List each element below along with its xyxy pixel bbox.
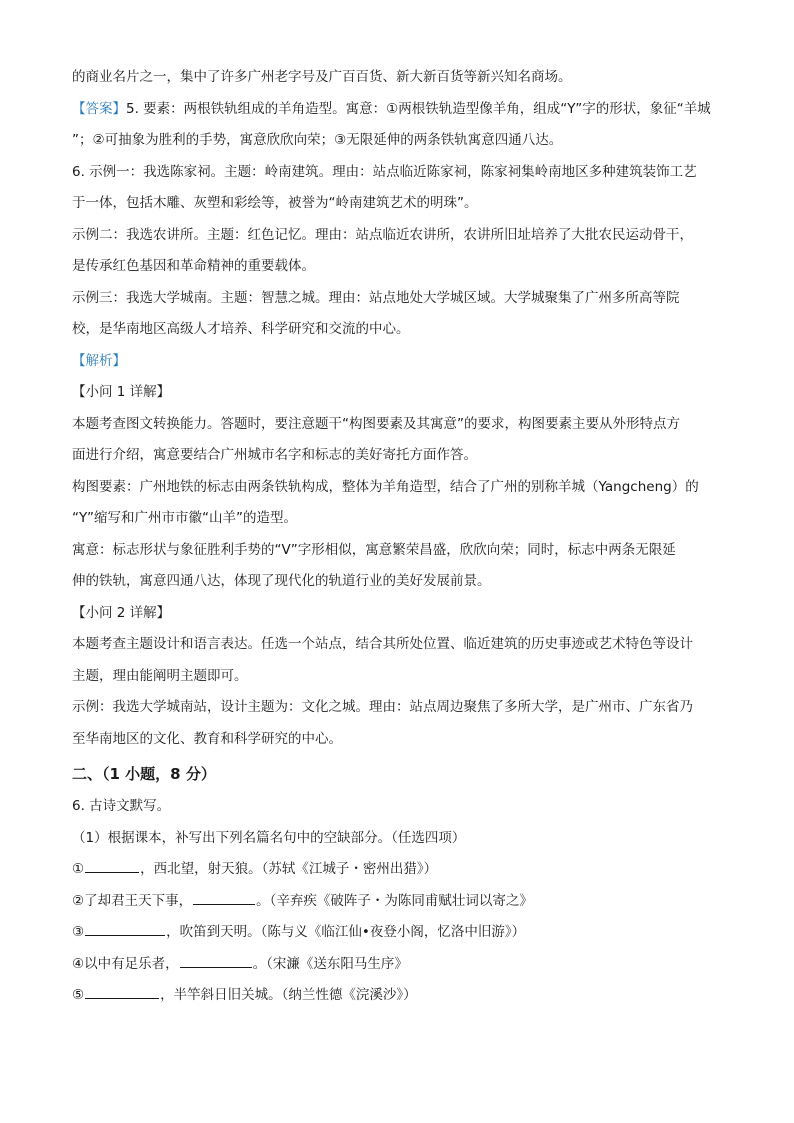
text-line: 校，是华南地区高级人才培养、科学研究和交流的中心。	[72, 321, 410, 337]
analysis-tag: 【解析】	[72, 352, 126, 369]
text-line: （1）根据课本，补写出下列名篇名句中的空缺部分。（任选四项）	[72, 829, 466, 846]
answer-blank	[85, 921, 165, 936]
item-prefix: ③	[72, 924, 85, 940]
section-2-title: 二、（1 小题，8 分）	[72, 765, 216, 783]
item-prefix: ②了却君王天下事，	[72, 892, 193, 909]
text-line: 至华南地区的文化、教育和科学研究的中心。	[72, 730, 342, 747]
item-suffix: ，半竿斜日旧关城。（纳兰性德《浣溪沙》）	[160, 987, 417, 1003]
fill-item-3	[72, 917, 732, 949]
text-line: 本题考查图文转换能力。答题时，要注意题干“构图要素及其寓意”的要求，构图要素主要从外形特点方	[72, 415, 680, 432]
answer-blank	[85, 984, 159, 999]
answer-line	[72, 94, 732, 126]
text-line: 6. 古诗文默写。	[72, 798, 171, 814]
item-suffix: ，西北望，射天狼。（苏轼《江城子・密州出猎》）	[140, 861, 438, 877]
item-suffix: 。（宋濂《送东阳马生序》	[252, 955, 408, 972]
answer-tag: 【答案】	[72, 100, 126, 117]
fill-item-1	[72, 854, 732, 886]
text-line: 寓意：标志形状与象征胜利手势的“V”字形相似，寓意繁荣昌盛，欣欣向荣；同时，标志中两条无限延	[72, 541, 676, 558]
text-line: ”；②可抽象为胜利的手势，寓意欣欣向荣；③无限延伸的两条铁轨寓意四通八达。	[72, 132, 563, 148]
text-line: 本题考查主题设计和语言表达。任选一个站点，结合其所处位置、临近建筑的历史事迹或艺术特色等设计	[72, 636, 693, 652]
item-prefix: ④以中有足乐者，	[72, 955, 179, 972]
question-2-heading: 【小问 2 详解】	[72, 604, 171, 621]
answer-blank	[180, 953, 252, 968]
text-line: 面进行介绍，寓意要结合广州城市名字和标志的美好寄托方面作答。	[72, 447, 477, 463]
item-prefix: ①	[72, 861, 85, 877]
item-suffix: ，吹笛到天明。（陈与义《临江仙•夜登小阁，忆洛中旧游》）	[166, 924, 526, 940]
item-suffix: 。（辛弃疾《破阵子・为陈同甫赋壮词以寄之》	[256, 892, 533, 909]
answer-blank	[193, 890, 255, 905]
text-line: “Y”缩写和广州市市徽“山羊”的造型。	[72, 510, 297, 526]
text-line: 构图要素：广州地铁的标志由两条铁轨构成，整体为羊角造型，结合了广州的别称羊城（Yangcheng）的	[72, 478, 699, 495]
text-line: 示例二：我选农讲所。主题：红色记忆。理由：站点临近农讲所，农讲所旧址培养了大批农民运动骨干，	[72, 226, 693, 243]
text-line: 的商业名片之一，集中了许多广州老字号及广百百货、新大新百货等新兴知名商场。	[72, 69, 572, 85]
text-line: 伸的铁轨，寓意四通八达，体现了现代化的轨道行业的美好发展前景。	[72, 573, 491, 589]
fill-item-5	[72, 980, 732, 1012]
text-line: 示例：我选大学城南站，设计主题为：文化之城。理由：站点周边聚焦了多所大学，是广州市、广东省乃	[72, 699, 693, 715]
text-line: 示例三：我选大学城南。主题：智慧之城。理由：站点地处大学城区域。大学城聚集了广州多所高等院	[72, 289, 680, 306]
text-line: 是传承红色基因和革命精神的重要载体。	[72, 258, 315, 274]
text-line: 主题，理由能阐明主题即可。	[72, 667, 248, 684]
text-line: 于一体，包括木雕、灰塑和彩绘等，被誉为“岭南建筑艺术的明珠”。	[72, 195, 478, 211]
item-prefix: ⑤	[72, 987, 85, 1003]
document-page	[72, 62, 732, 1012]
fill-item-2	[72, 886, 732, 918]
answer-blank	[85, 858, 139, 873]
text-line: 6. 示例一：我选陈家祠。主题：岭南建筑。理由：站点临近陈家祠，陈家祠集岭南地区多种建筑装饰工艺	[72, 163, 697, 180]
answer-text: 5. 要素：两根铁轨组成的羊角造型。寓意：①两根铁轨造型像羊角，组成“Y”字的形状，象征“羊城	[126, 100, 711, 117]
question-1-heading: 【小问 1 详解】	[72, 384, 171, 400]
fill-item-4	[72, 949, 732, 981]
